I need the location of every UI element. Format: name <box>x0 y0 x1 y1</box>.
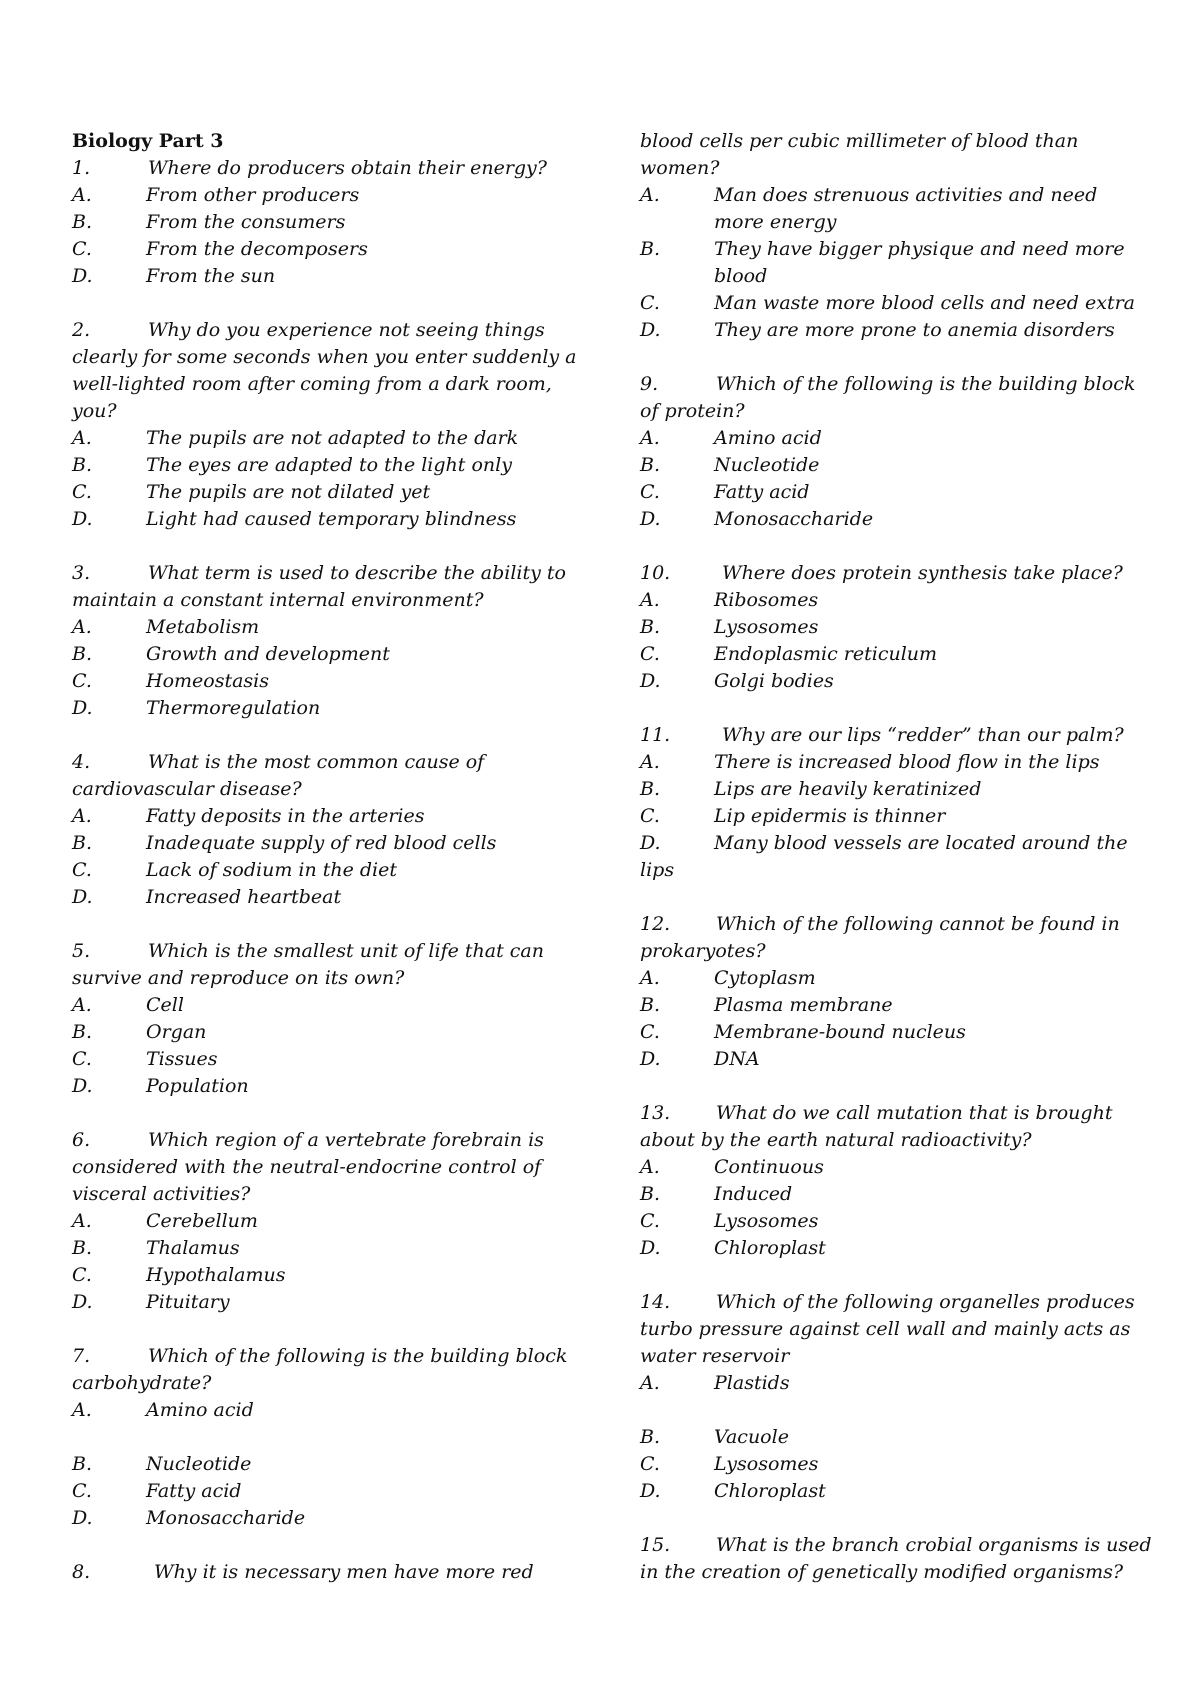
option-letter: C. <box>640 1021 660 1043</box>
question-continuation: you? <box>72 400 117 422</box>
question-block <box>640 911 1145 1100</box>
option-text: The eyes are adapted to the light only <box>146 454 512 476</box>
answer-option <box>640 749 1145 776</box>
option-letter: A. <box>640 1156 660 1178</box>
option-letter: D. <box>72 697 93 719</box>
option-letter: C. <box>72 238 92 260</box>
question-continuation: survive and reproduce on its own? <box>72 967 405 989</box>
option-text: Homeostasis <box>146 670 269 692</box>
option-text: Chloroplast <box>714 1480 826 1502</box>
answer-option <box>640 1208 1145 1235</box>
option-letter: D. <box>640 1048 661 1070</box>
answer-option <box>72 1046 562 1073</box>
option-letter: D. <box>72 1075 93 1097</box>
option-text: DNA <box>714 1048 760 1070</box>
spacer <box>640 533 1145 560</box>
question-line <box>72 1343 568 1370</box>
option-text: Many blood vessels are located around the <box>714 832 1128 854</box>
answer-option <box>640 290 1145 317</box>
option-text: From the consumers <box>146 211 346 233</box>
option-text: Continuous <box>714 1156 824 1178</box>
question-text: Which of the following cannot be found in <box>716 913 1120 935</box>
option-letter: B. <box>72 454 93 476</box>
option-letter: A. <box>640 427 660 449</box>
answer-option <box>72 1289 562 1316</box>
answer-option <box>640 317 1145 344</box>
option-text: Metabolism <box>146 616 260 638</box>
question-line <box>640 1289 1145 1316</box>
option-text: Increased heartbeat <box>146 886 342 908</box>
option-letter: B. <box>640 1183 661 1205</box>
answer-option <box>640 830 1145 857</box>
page-title: Biology Part 3 <box>72 130 224 152</box>
option-letter: A. <box>72 994 92 1016</box>
answer-option <box>72 209 562 236</box>
option-text: Membrane-bound nucleus <box>714 1021 966 1043</box>
question-number: 12. <box>640 913 671 935</box>
option-letter: D. <box>640 508 661 530</box>
answer-option <box>640 614 1145 641</box>
option-letter: B. <box>72 1453 93 1475</box>
option-text: Monosaccharide <box>714 508 874 530</box>
question-block <box>72 317 577 560</box>
question-continuation: in the creation of genetically modified organisms? <box>640 1561 1124 1583</box>
option-letter: B. <box>640 994 661 1016</box>
question-continuation: about by the earth natural radioactivity? <box>640 1129 1032 1151</box>
option-letter: D. <box>640 832 661 854</box>
option-text: Lack of sodium in the diet <box>146 859 397 881</box>
answer-option <box>640 1370 1145 1397</box>
answer-option <box>640 182 1145 236</box>
option-text: Plasma membrane <box>714 994 893 1016</box>
option-letter: C. <box>72 1048 92 1070</box>
answer-option <box>640 1046 1145 1073</box>
answer-option <box>72 452 562 479</box>
answer-option <box>640 803 1145 830</box>
option-text: Chloroplast <box>714 1237 826 1259</box>
answer-option <box>72 884 562 911</box>
question-text: Which region of a vertebrate forebrain is <box>148 1129 544 1151</box>
question-number: 2. <box>72 319 91 341</box>
option-letter: D. <box>72 1507 93 1529</box>
question-continuation: turbo pressure against cell wall and mainly acts as <box>640 1318 1131 1340</box>
answer-option <box>72 641 562 668</box>
option-text: Cytoplasm <box>714 967 816 989</box>
option-letter: B. <box>640 778 661 800</box>
option-letter: C. <box>72 481 92 503</box>
question-text: Which of the following organelles produces <box>716 1291 1135 1313</box>
question-line <box>640 371 1145 398</box>
option-letter: A. <box>72 427 92 449</box>
answer-option <box>640 1478 1145 1505</box>
option-letter: B. <box>72 832 93 854</box>
option-text: Lysosomes <box>714 1210 819 1232</box>
question-number: 8. <box>72 1561 91 1583</box>
option-letter: C. <box>640 292 660 314</box>
answer-option <box>640 1181 1145 1208</box>
option-letter: D. <box>640 670 661 692</box>
option-letter: B. <box>640 454 661 476</box>
option-text: Nucleotide <box>714 454 820 476</box>
question-number: 15. <box>640 1534 671 1556</box>
option-text: Lips are heavily keratinized <box>714 778 982 800</box>
answer-option <box>72 1505 562 1532</box>
question-block <box>72 1127 562 1343</box>
option-letter: C. <box>640 643 660 665</box>
question-block <box>72 938 562 1127</box>
spacer <box>72 533 562 560</box>
option-letter: C. <box>72 670 92 692</box>
question-line <box>640 1100 1145 1127</box>
spacer <box>640 344 1145 371</box>
spacer <box>72 1532 562 1559</box>
answer-option <box>72 182 562 209</box>
question-line <box>640 560 1145 587</box>
answer-option <box>640 992 1145 1019</box>
answer-option <box>72 992 562 1019</box>
option-letter: A. <box>640 589 660 611</box>
question-continuation: carbohydrate? <box>72 1372 212 1394</box>
option-text: Amino acid <box>146 1399 254 1421</box>
question-text: What do we call mutation that is brought <box>716 1102 1113 1124</box>
option-letter: B. <box>640 1426 661 1448</box>
answer-option <box>72 1235 562 1262</box>
right-column <box>640 128 1152 1586</box>
answer-option <box>72 857 562 884</box>
question-block <box>72 1343 568 1559</box>
question-number: 4. <box>72 751 91 773</box>
answer-option <box>72 425 562 452</box>
answer-option <box>640 425 1145 452</box>
spacer <box>640 1262 1145 1289</box>
answer-option <box>640 479 1145 506</box>
option-text: From the decomposers <box>146 238 368 260</box>
answer-option <box>72 1397 562 1424</box>
option-text: The pupils are not dilated yet <box>146 481 431 503</box>
question-line <box>72 938 562 965</box>
option-text: Lysosomes <box>714 1453 819 1475</box>
answer-option <box>640 1235 1145 1262</box>
question-continuation: of protein? <box>640 400 745 422</box>
option-letter: C. <box>640 1210 660 1232</box>
answer-option <box>72 614 562 641</box>
option-text: Plastids <box>714 1372 790 1394</box>
option-letter: B. <box>72 211 93 233</box>
question-text: What is the branch crobial organisms is used <box>716 1534 1152 1556</box>
option-text: Endoplasmic reticulum <box>714 643 938 665</box>
option-letter: C. <box>72 1264 92 1286</box>
answer-option <box>72 1073 562 1100</box>
question-block <box>640 371 1145 560</box>
option-text: Pituitary <box>146 1291 230 1313</box>
question-line <box>640 722 1145 749</box>
question-line <box>72 1559 562 1586</box>
question-number: 7. <box>72 1345 91 1367</box>
option-text: Monosaccharide <box>146 1507 306 1529</box>
question-text: What term is used to describe the ability to <box>148 562 566 584</box>
question-line <box>72 317 562 344</box>
answer-option <box>640 236 1145 290</box>
option-letter: A. <box>640 1372 660 1394</box>
question-text: Why are our lips “redder” than our palm? <box>716 724 1124 746</box>
option-text: The pupils are not adapted to the dark <box>146 427 519 449</box>
option-text: Man does strenuous activities and need more energy <box>714 184 1098 233</box>
answer-option <box>640 1154 1145 1181</box>
option-text: Fatty deposits in the arteries <box>146 805 425 827</box>
question-continuation: well-lighted room after coming from a dark room, <box>72 373 552 395</box>
question-number: 11. <box>640 724 671 746</box>
option-letter: C. <box>640 481 660 503</box>
answer-option <box>72 479 562 506</box>
option-text: They are more prone to anemia disorders <box>714 319 1115 341</box>
option-letter: A. <box>640 184 660 206</box>
answer-option <box>640 965 1145 992</box>
answer-option <box>72 1262 562 1289</box>
option-text: Population <box>146 1075 249 1097</box>
question-text: Why do you experience not seeing things <box>148 319 545 341</box>
option-letter: D. <box>72 886 93 908</box>
option-text: Fatty acid <box>714 481 810 503</box>
option-text: Golgi bodies <box>714 670 834 692</box>
answer-option <box>72 830 562 857</box>
question-text: Which of the following is the building block <box>148 1345 568 1367</box>
option-text: Growth and development <box>146 643 390 665</box>
question-block <box>640 722 1145 911</box>
question-number: 1. <box>72 157 91 179</box>
answer-option <box>72 668 562 695</box>
option-text: Man waste more blood cells and need extra <box>714 292 1135 314</box>
option-letter: A. <box>72 616 92 638</box>
question-block <box>640 560 1145 722</box>
option-text: There is increased blood flow in the lips <box>714 751 1100 773</box>
option-text: Inadequate supply of red blood cells <box>146 832 497 854</box>
option-text: Lip epidermis is thinner <box>714 805 946 827</box>
option-text: Lysosomes <box>714 616 819 638</box>
spacer <box>72 911 562 938</box>
option-letter: B. <box>72 1237 93 1259</box>
option-text: From the sun <box>146 265 276 287</box>
question-line <box>640 911 1145 938</box>
question-continuation: blood cells per cubic millimeter of blood than <box>640 130 1079 152</box>
question-number: 6. <box>72 1129 91 1151</box>
option-letter: D. <box>640 1480 661 1502</box>
spacer <box>640 884 1145 911</box>
answer-option <box>640 506 1145 533</box>
question-text: Which is the smallest unit of life that can <box>148 940 544 962</box>
question-block <box>640 1532 1152 1586</box>
question-line <box>72 1127 562 1154</box>
option-text: Induced <box>714 1183 793 1205</box>
question-line <box>640 1532 1152 1559</box>
option-text: Organ <box>146 1021 207 1043</box>
option-letter: B. <box>72 643 93 665</box>
question-continuation: cardiovascular disease? <box>72 778 302 800</box>
spacer <box>640 1397 1145 1424</box>
answer-option <box>72 1451 562 1478</box>
answer-option <box>72 695 562 722</box>
question-number: 5. <box>72 940 91 962</box>
question-text: Where does protein synthesis take place? <box>716 562 1123 584</box>
question-block <box>640 1100 1145 1289</box>
option-letter: D. <box>640 1237 661 1259</box>
question-block <box>640 1289 1145 1532</box>
question-number: 9. <box>640 373 659 395</box>
question-block <box>72 749 562 938</box>
option-text: Cerebellum <box>146 1210 258 1232</box>
option-letter: B. <box>72 1021 93 1043</box>
answer-option <box>72 236 562 263</box>
left-column <box>72 128 577 1586</box>
question-text: Which of the following is the building block <box>716 373 1136 395</box>
question-text: What is the most common cause of <box>148 751 485 773</box>
option-text: Ribosomes <box>714 589 819 611</box>
answer-option <box>640 452 1145 479</box>
question-continuation: women? <box>640 157 720 179</box>
answer-option <box>72 1208 562 1235</box>
option-text: Thermoregulation <box>146 697 321 719</box>
answer-option <box>72 506 562 533</box>
option-text: Nucleotide <box>146 1453 252 1475</box>
option-letter: C. <box>72 859 92 881</box>
option-text: Cell <box>146 994 184 1016</box>
option-letter: A. <box>72 805 92 827</box>
question-continuation: prokaryotes? <box>640 940 766 962</box>
answer-option <box>72 1478 562 1505</box>
question-continuation: clearly for some seconds when you enter suddenly a <box>72 346 577 368</box>
spacer <box>640 1073 1145 1100</box>
option-letter: D. <box>72 1291 93 1313</box>
answer-option <box>72 1019 562 1046</box>
option-letter: A. <box>72 184 92 206</box>
option-text: Hypothalamus <box>146 1264 286 1286</box>
option-letter: C. <box>640 805 660 827</box>
question-line <box>72 560 566 587</box>
question-block <box>640 128 1145 371</box>
question-continuation: visceral activities? <box>72 1183 251 1205</box>
question-number: 14. <box>640 1291 671 1313</box>
option-letter: B. <box>640 238 661 260</box>
option-text: Amino acid <box>714 427 822 449</box>
question-text: Where do producers obtain their energy? <box>148 157 547 179</box>
answer-option <box>640 776 1145 803</box>
question-block <box>72 155 562 317</box>
option-text: Thalamus <box>146 1237 240 1259</box>
option-letter: A. <box>640 751 660 773</box>
option-text: Tissues <box>146 1048 218 1070</box>
spacer <box>72 1316 562 1343</box>
option-letter: D. <box>72 508 93 530</box>
option-text: Vacuole <box>714 1426 789 1448</box>
question-block <box>72 560 566 749</box>
spacer <box>72 722 562 749</box>
question-line <box>72 155 562 182</box>
question-number: 3. <box>72 562 91 584</box>
answer-option <box>640 1451 1145 1478</box>
spacer <box>72 290 562 317</box>
question-line <box>72 749 562 776</box>
option-letter: A. <box>640 967 660 989</box>
answer-option <box>640 668 1145 695</box>
answer-option <box>640 641 1145 668</box>
answer-option <box>72 263 562 290</box>
question-continuation: water reservoir <box>640 1345 790 1367</box>
option-letter: A. <box>72 1210 92 1232</box>
option-letter: C. <box>72 1480 92 1502</box>
spacer <box>72 1100 562 1127</box>
option-text: Fatty acid <box>146 1480 242 1502</box>
option-letter: D. <box>72 265 93 287</box>
spacer <box>640 1505 1145 1532</box>
answer-option <box>640 1424 1145 1451</box>
question-continuation: considered with the neutral-endocrine control of <box>72 1156 542 1178</box>
option-letter: B. <box>640 616 661 638</box>
answer-option <box>640 587 1145 614</box>
spacer <box>72 1424 562 1451</box>
question-number: 10. <box>640 562 671 584</box>
answer-option <box>72 803 562 830</box>
option-text: From other producers <box>146 184 360 206</box>
question-number: 13. <box>640 1102 671 1124</box>
question-block <box>72 1559 562 1586</box>
option-letter: C. <box>640 1453 660 1475</box>
question-text: Why it is necessary men have more red <box>148 1561 534 1583</box>
spacer <box>640 695 1145 722</box>
question-continuation: maintain a constant internal environment? <box>72 589 484 611</box>
option-letter: A. <box>72 1399 92 1421</box>
option-text: They have bigger physique and need more blood <box>714 238 1125 287</box>
option-text: Light had caused temporary blindness <box>146 508 517 530</box>
option-text-wrap: lips <box>640 859 675 881</box>
option-letter: D. <box>640 319 661 341</box>
answer-option <box>640 1019 1145 1046</box>
